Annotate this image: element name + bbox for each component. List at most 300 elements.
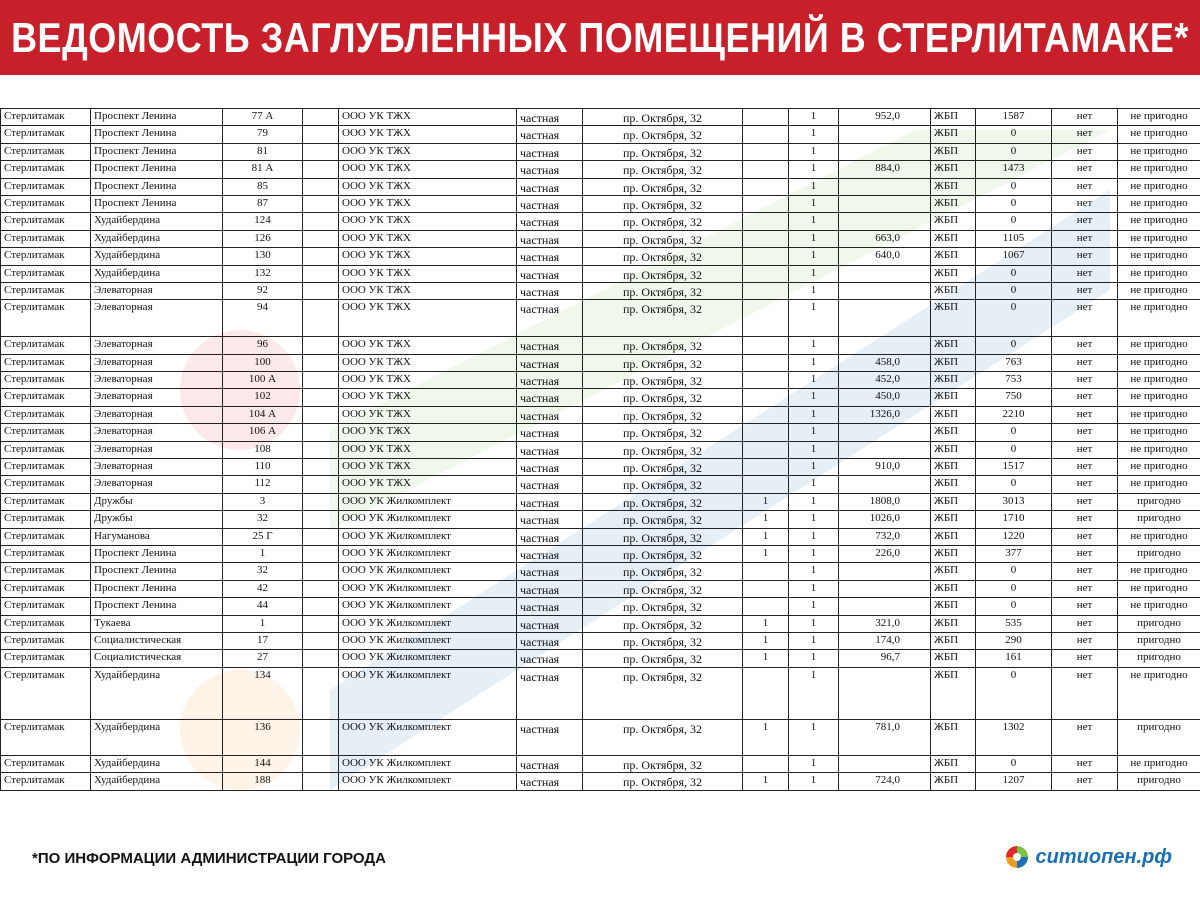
- material-cell: ЖБП: [931, 667, 976, 719]
- extra-cell: [303, 143, 339, 160]
- marker1-cell: 1: [743, 650, 789, 667]
- address-cell: пр. Октября, 32: [583, 230, 743, 247]
- marker1-cell: [743, 126, 789, 143]
- ownership-cell: частная: [517, 178, 583, 195]
- accessibility-cell: нет: [1052, 528, 1118, 545]
- accessibility-cell: нет: [1052, 632, 1118, 649]
- address-cell: пр. Октября, 32: [583, 545, 743, 562]
- marker2-cell: 1: [789, 528, 839, 545]
- capacity-cell: 1105: [976, 230, 1052, 247]
- marker1-cell: [743, 337, 789, 354]
- area-cell: 884,0: [839, 161, 931, 178]
- accessibility-cell: нет: [1052, 441, 1118, 458]
- city-cell: Стерлитамак: [1, 511, 91, 528]
- house-number-cell: 32: [223, 511, 303, 528]
- ownership-cell: частная: [517, 213, 583, 230]
- ownership-cell: частная: [517, 389, 583, 406]
- capacity-cell: 3013: [976, 493, 1052, 510]
- capacity-cell: 1302: [976, 719, 1052, 755]
- ownership-cell: частная: [517, 126, 583, 143]
- ownership-cell: частная: [517, 195, 583, 212]
- organization-cell: ООО УК Жилкомплект: [339, 755, 517, 772]
- extra-cell: [303, 493, 339, 510]
- area-cell: [839, 598, 931, 615]
- table-row: [1, 528, 1200, 545]
- table-row: [1, 563, 1200, 580]
- accessibility-cell: нет: [1052, 213, 1118, 230]
- area-cell: 450,0: [839, 389, 931, 406]
- city-cell: Стерлитамак: [1, 161, 91, 178]
- ownership-cell: частная: [517, 143, 583, 160]
- capacity-cell: 0: [976, 195, 1052, 212]
- status-cell: не пригодно: [1118, 441, 1200, 458]
- marker1-cell: [743, 213, 789, 230]
- organization-cell: ООО УК Жилкомплект: [339, 773, 517, 790]
- street-cell: Проспект Ленина: [91, 178, 223, 195]
- footnote: *ПО ИНФОРМАЦИИ АДМИНИСТРАЦИИ ГОРОДА: [32, 850, 386, 867]
- accessibility-cell: нет: [1052, 195, 1118, 212]
- street-cell: Проспект Ленина: [91, 545, 223, 562]
- capacity-cell: 0: [976, 143, 1052, 160]
- capacity-cell: 0: [976, 441, 1052, 458]
- material-cell: ЖБП: [931, 632, 976, 649]
- address-cell: пр. Октября, 32: [583, 337, 743, 354]
- area-cell: 1026,0: [839, 511, 931, 528]
- marker1-cell: [743, 282, 789, 299]
- status-cell: пригодно: [1118, 511, 1200, 528]
- organization-cell: ООО УК ТЖХ: [339, 354, 517, 371]
- extra-cell: [303, 230, 339, 247]
- street-cell: Дружбы: [91, 493, 223, 510]
- house-number-cell: 3: [223, 493, 303, 510]
- ownership-cell: частная: [517, 476, 583, 493]
- marker2-cell: 1: [789, 143, 839, 160]
- table-row: [1, 650, 1200, 667]
- address-cell: пр. Октября, 32: [583, 161, 743, 178]
- organization-cell: ООО УК Жилкомплект: [339, 493, 517, 510]
- house-number-cell: 42: [223, 580, 303, 597]
- street-cell: Элеваторная: [91, 300, 223, 337]
- extra-cell: [303, 632, 339, 649]
- city-cell: Стерлитамак: [1, 300, 91, 337]
- extra-cell: [303, 300, 339, 337]
- brand-name: ситиопен.рф: [1035, 845, 1172, 868]
- area-cell: 910,0: [839, 459, 931, 476]
- capacity-cell: 290: [976, 632, 1052, 649]
- material-cell: ЖБП: [931, 476, 976, 493]
- ownership-cell: частная: [517, 109, 583, 126]
- accessibility-cell: нет: [1052, 773, 1118, 790]
- marker1-cell: [743, 265, 789, 282]
- extra-cell: [303, 195, 339, 212]
- accessibility-cell: нет: [1052, 265, 1118, 282]
- table-row: [1, 580, 1200, 597]
- city-cell: Стерлитамак: [1, 667, 91, 719]
- address-cell: пр. Октября, 32: [583, 424, 743, 441]
- accessibility-cell: нет: [1052, 161, 1118, 178]
- marker1-cell: [743, 755, 789, 772]
- area-cell: [839, 213, 931, 230]
- material-cell: ЖБП: [931, 563, 976, 580]
- accessibility-cell: нет: [1052, 424, 1118, 441]
- area-cell: 663,0: [839, 230, 931, 247]
- marker2-cell: 1: [789, 459, 839, 476]
- marker2-cell: 1: [789, 441, 839, 458]
- area-cell: [839, 667, 931, 719]
- organization-cell: ООО УК ТЖХ: [339, 248, 517, 265]
- address-cell: пр. Октября, 32: [583, 511, 743, 528]
- city-cell: Стерлитамак: [1, 178, 91, 195]
- extra-cell: [303, 563, 339, 580]
- house-number-cell: 100 А: [223, 372, 303, 389]
- capacity-cell: 763: [976, 354, 1052, 371]
- extra-cell: [303, 615, 339, 632]
- accessibility-cell: нет: [1052, 143, 1118, 160]
- ownership-cell: частная: [517, 719, 583, 755]
- capacity-cell: 1473: [976, 161, 1052, 178]
- material-cell: ЖБП: [931, 337, 976, 354]
- city-cell: Стерлитамак: [1, 143, 91, 160]
- area-cell: [839, 265, 931, 282]
- header-banner: [0, 0, 1200, 75]
- extra-cell: [303, 667, 339, 719]
- organization-cell: ООО УК ТЖХ: [339, 424, 517, 441]
- address-cell: пр. Октября, 32: [583, 650, 743, 667]
- house-number-cell: 136: [223, 719, 303, 755]
- area-cell: 1808,0: [839, 493, 931, 510]
- marker1-cell: 1: [743, 632, 789, 649]
- accessibility-cell: нет: [1052, 300, 1118, 337]
- marker1-cell: [743, 667, 789, 719]
- marker2-cell: 1: [789, 230, 839, 247]
- house-number-cell: 27: [223, 650, 303, 667]
- marker2-cell: 1: [789, 126, 839, 143]
- address-cell: пр. Октября, 32: [583, 354, 743, 371]
- city-cell: Стерлитамак: [1, 248, 91, 265]
- marker2-cell: 1: [789, 354, 839, 371]
- material-cell: ЖБП: [931, 354, 976, 371]
- marker1-cell: [743, 580, 789, 597]
- marker2-cell: 1: [789, 493, 839, 510]
- house-number-cell: 81 А: [223, 161, 303, 178]
- material-cell: ЖБП: [931, 230, 976, 247]
- accessibility-cell: нет: [1052, 493, 1118, 510]
- address-cell: пр. Октября, 32: [583, 773, 743, 790]
- area-cell: [839, 755, 931, 772]
- status-cell: не пригодно: [1118, 282, 1200, 299]
- table-row: [1, 265, 1200, 282]
- status-cell: не пригодно: [1118, 667, 1200, 719]
- table-row: [1, 213, 1200, 230]
- city-cell: Стерлитамак: [1, 195, 91, 212]
- status-cell: не пригодно: [1118, 372, 1200, 389]
- capacity-cell: 0: [976, 563, 1052, 580]
- area-cell: 174,0: [839, 632, 931, 649]
- address-cell: пр. Октября, 32: [583, 178, 743, 195]
- material-cell: ЖБП: [931, 511, 976, 528]
- street-cell: Худайбердина: [91, 719, 223, 755]
- organization-cell: ООО УК Жилкомплект: [339, 580, 517, 597]
- accessibility-cell: нет: [1052, 580, 1118, 597]
- marker1-cell: [743, 424, 789, 441]
- table-row: [1, 424, 1200, 441]
- extra-cell: [303, 528, 339, 545]
- status-cell: не пригодно: [1118, 109, 1200, 126]
- accessibility-cell: нет: [1052, 650, 1118, 667]
- accessibility-cell: нет: [1052, 126, 1118, 143]
- organization-cell: ООО УК ТЖХ: [339, 143, 517, 160]
- address-cell: пр. Октября, 32: [583, 300, 743, 337]
- status-cell: не пригодно: [1118, 476, 1200, 493]
- extra-cell: [303, 719, 339, 755]
- ownership-cell: частная: [517, 300, 583, 337]
- accessibility-cell: нет: [1052, 667, 1118, 719]
- capacity-cell: 1517: [976, 459, 1052, 476]
- area-cell: 1326,0: [839, 406, 931, 423]
- citiopen-logo-icon: [1004, 844, 1030, 870]
- accessibility-cell: нет: [1052, 230, 1118, 247]
- street-cell: Элеваторная: [91, 441, 223, 458]
- extra-cell: [303, 441, 339, 458]
- accessibility-cell: нет: [1052, 598, 1118, 615]
- accessibility-cell: нет: [1052, 459, 1118, 476]
- address-cell: пр. Октября, 32: [583, 615, 743, 632]
- table-row: [1, 493, 1200, 510]
- organization-cell: ООО УК Жилкомплект: [339, 511, 517, 528]
- street-cell: Худайбердина: [91, 213, 223, 230]
- house-number-cell: 108: [223, 441, 303, 458]
- accessibility-cell: нет: [1052, 719, 1118, 755]
- house-number-cell: 130: [223, 248, 303, 265]
- ownership-cell: частная: [517, 615, 583, 632]
- material-cell: ЖБП: [931, 406, 976, 423]
- organization-cell: ООО УК ТЖХ: [339, 282, 517, 299]
- table-row: [1, 337, 1200, 354]
- status-cell: не пригодно: [1118, 598, 1200, 615]
- material-cell: ЖБП: [931, 178, 976, 195]
- address-cell: пр. Октября, 32: [583, 459, 743, 476]
- address-cell: пр. Октября, 32: [583, 213, 743, 230]
- marker2-cell: 1: [789, 563, 839, 580]
- organization-cell: ООО УК ТЖХ: [339, 476, 517, 493]
- capacity-cell: 2210: [976, 406, 1052, 423]
- ownership-cell: частная: [517, 598, 583, 615]
- material-cell: ЖБП: [931, 773, 976, 790]
- house-number-cell: 87: [223, 195, 303, 212]
- marker1-cell: 1: [743, 511, 789, 528]
- status-cell: не пригодно: [1118, 354, 1200, 371]
- table-row: [1, 719, 1200, 755]
- marker2-cell: 1: [789, 476, 839, 493]
- area-cell: [839, 476, 931, 493]
- street-cell: Худайбердина: [91, 248, 223, 265]
- table-row: [1, 459, 1200, 476]
- area-cell: [839, 126, 931, 143]
- marker2-cell: 1: [789, 389, 839, 406]
- marker1-cell: 1: [743, 545, 789, 562]
- capacity-cell: 1710: [976, 511, 1052, 528]
- address-cell: пр. Октября, 32: [583, 195, 743, 212]
- organization-cell: ООО УК ТЖХ: [339, 109, 517, 126]
- marker1-cell: [743, 109, 789, 126]
- city-cell: Стерлитамак: [1, 755, 91, 772]
- city-cell: Стерлитамак: [1, 459, 91, 476]
- house-number-cell: 1: [223, 615, 303, 632]
- marker1-cell: [743, 300, 789, 337]
- material-cell: ЖБП: [931, 650, 976, 667]
- city-cell: Стерлитамак: [1, 109, 91, 126]
- extra-cell: [303, 598, 339, 615]
- street-cell: Проспект Ленина: [91, 598, 223, 615]
- shelters-table: [0, 108, 1200, 791]
- street-cell: Тукаева: [91, 615, 223, 632]
- extra-cell: [303, 354, 339, 371]
- capacity-cell: 0: [976, 755, 1052, 772]
- table-row: [1, 511, 1200, 528]
- city-cell: Стерлитамак: [1, 580, 91, 597]
- accessibility-cell: нет: [1052, 248, 1118, 265]
- organization-cell: ООО УК Жилкомплект: [339, 615, 517, 632]
- city-cell: Стерлитамак: [1, 406, 91, 423]
- city-cell: Стерлитамак: [1, 632, 91, 649]
- status-cell: не пригодно: [1118, 406, 1200, 423]
- street-cell: Элеваторная: [91, 354, 223, 371]
- ownership-cell: частная: [517, 528, 583, 545]
- city-cell: Стерлитамак: [1, 126, 91, 143]
- marker2-cell: 1: [789, 580, 839, 597]
- area-cell: 640,0: [839, 248, 931, 265]
- marker2-cell: 1: [789, 424, 839, 441]
- marker1-cell: [743, 230, 789, 247]
- organization-cell: ООО УК ТЖХ: [339, 300, 517, 337]
- city-cell: Стерлитамак: [1, 773, 91, 790]
- organization-cell: ООО УК ТЖХ: [339, 230, 517, 247]
- extra-cell: [303, 424, 339, 441]
- marker2-cell: 1: [789, 109, 839, 126]
- ownership-cell: частная: [517, 493, 583, 510]
- ownership-cell: частная: [517, 580, 583, 597]
- accessibility-cell: нет: [1052, 511, 1118, 528]
- status-cell: не пригодно: [1118, 424, 1200, 441]
- table-row: [1, 667, 1200, 719]
- capacity-cell: 0: [976, 282, 1052, 299]
- table-row: [1, 406, 1200, 423]
- status-cell: не пригодно: [1118, 126, 1200, 143]
- area-cell: [839, 195, 931, 212]
- organization-cell: ООО УК ТЖХ: [339, 213, 517, 230]
- accessibility-cell: нет: [1052, 755, 1118, 772]
- ownership-cell: частная: [517, 632, 583, 649]
- organization-cell: ООО УК Жилкомплект: [339, 545, 517, 562]
- street-cell: Элеваторная: [91, 389, 223, 406]
- house-number-cell: 104 А: [223, 406, 303, 423]
- area-cell: 781,0: [839, 719, 931, 755]
- ownership-cell: частная: [517, 265, 583, 282]
- accessibility-cell: нет: [1052, 337, 1118, 354]
- city-cell: Стерлитамак: [1, 441, 91, 458]
- area-cell: 458,0: [839, 354, 931, 371]
- marker2-cell: 1: [789, 282, 839, 299]
- ownership-cell: частная: [517, 459, 583, 476]
- address-cell: пр. Октября, 32: [583, 528, 743, 545]
- marker2-cell: 1: [789, 372, 839, 389]
- marker1-cell: [743, 459, 789, 476]
- house-number-cell: 126: [223, 230, 303, 247]
- house-number-cell: 100: [223, 354, 303, 371]
- marker1-cell: [743, 178, 789, 195]
- ownership-cell: частная: [517, 248, 583, 265]
- marker1-cell: 1: [743, 773, 789, 790]
- area-cell: [839, 337, 931, 354]
- house-number-cell: 132: [223, 265, 303, 282]
- house-number-cell: 106 А: [223, 424, 303, 441]
- address-cell: пр. Октября, 32: [583, 755, 743, 772]
- marker1-cell: 1: [743, 615, 789, 632]
- extra-cell: [303, 248, 339, 265]
- status-cell: не пригодно: [1118, 230, 1200, 247]
- organization-cell: ООО УК ТЖХ: [339, 406, 517, 423]
- status-cell: пригодно: [1118, 719, 1200, 755]
- address-cell: пр. Октября, 32: [583, 441, 743, 458]
- capacity-cell: 750: [976, 389, 1052, 406]
- city-cell: Стерлитамак: [1, 719, 91, 755]
- marker1-cell: 1: [743, 528, 789, 545]
- table-row: [1, 126, 1200, 143]
- house-number-cell: 96: [223, 337, 303, 354]
- extra-cell: [303, 511, 339, 528]
- extra-cell: [303, 476, 339, 493]
- table-row: [1, 143, 1200, 160]
- brand-logo[interactable]: [1004, 844, 1172, 870]
- material-cell: ЖБП: [931, 389, 976, 406]
- address-cell: пр. Октября, 32: [583, 493, 743, 510]
- table-row: [1, 632, 1200, 649]
- table-row: [1, 230, 1200, 247]
- organization-cell: ООО УК Жилкомплект: [339, 719, 517, 755]
- street-cell: Элеваторная: [91, 372, 223, 389]
- accessibility-cell: нет: [1052, 282, 1118, 299]
- house-number-cell: 81: [223, 143, 303, 160]
- material-cell: ЖБП: [931, 213, 976, 230]
- city-cell: Стерлитамак: [1, 372, 91, 389]
- street-cell: Нагуманова: [91, 528, 223, 545]
- material-cell: ЖБП: [931, 545, 976, 562]
- status-cell: пригодно: [1118, 773, 1200, 790]
- street-cell: Элеваторная: [91, 282, 223, 299]
- extra-cell: [303, 372, 339, 389]
- accessibility-cell: нет: [1052, 178, 1118, 195]
- marker2-cell: 1: [789, 178, 839, 195]
- organization-cell: ООО УК Жилкомплект: [339, 563, 517, 580]
- city-cell: Стерлитамак: [1, 354, 91, 371]
- address-cell: пр. Октября, 32: [583, 372, 743, 389]
- marker2-cell: 1: [789, 248, 839, 265]
- street-cell: Проспект Ленина: [91, 563, 223, 580]
- street-cell: Проспект Ленина: [91, 195, 223, 212]
- marker1-cell: [743, 372, 789, 389]
- capacity-cell: 535: [976, 615, 1052, 632]
- marker2-cell: 1: [789, 773, 839, 790]
- extra-cell: [303, 459, 339, 476]
- organization-cell: ООО УК Жилкомплект: [339, 650, 517, 667]
- status-cell: пригодно: [1118, 545, 1200, 562]
- capacity-cell: 0: [976, 265, 1052, 282]
- address-cell: пр. Октября, 32: [583, 598, 743, 615]
- capacity-cell: 0: [976, 337, 1052, 354]
- area-cell: [839, 282, 931, 299]
- marker2-cell: 1: [789, 300, 839, 337]
- city-cell: Стерлитамак: [1, 424, 91, 441]
